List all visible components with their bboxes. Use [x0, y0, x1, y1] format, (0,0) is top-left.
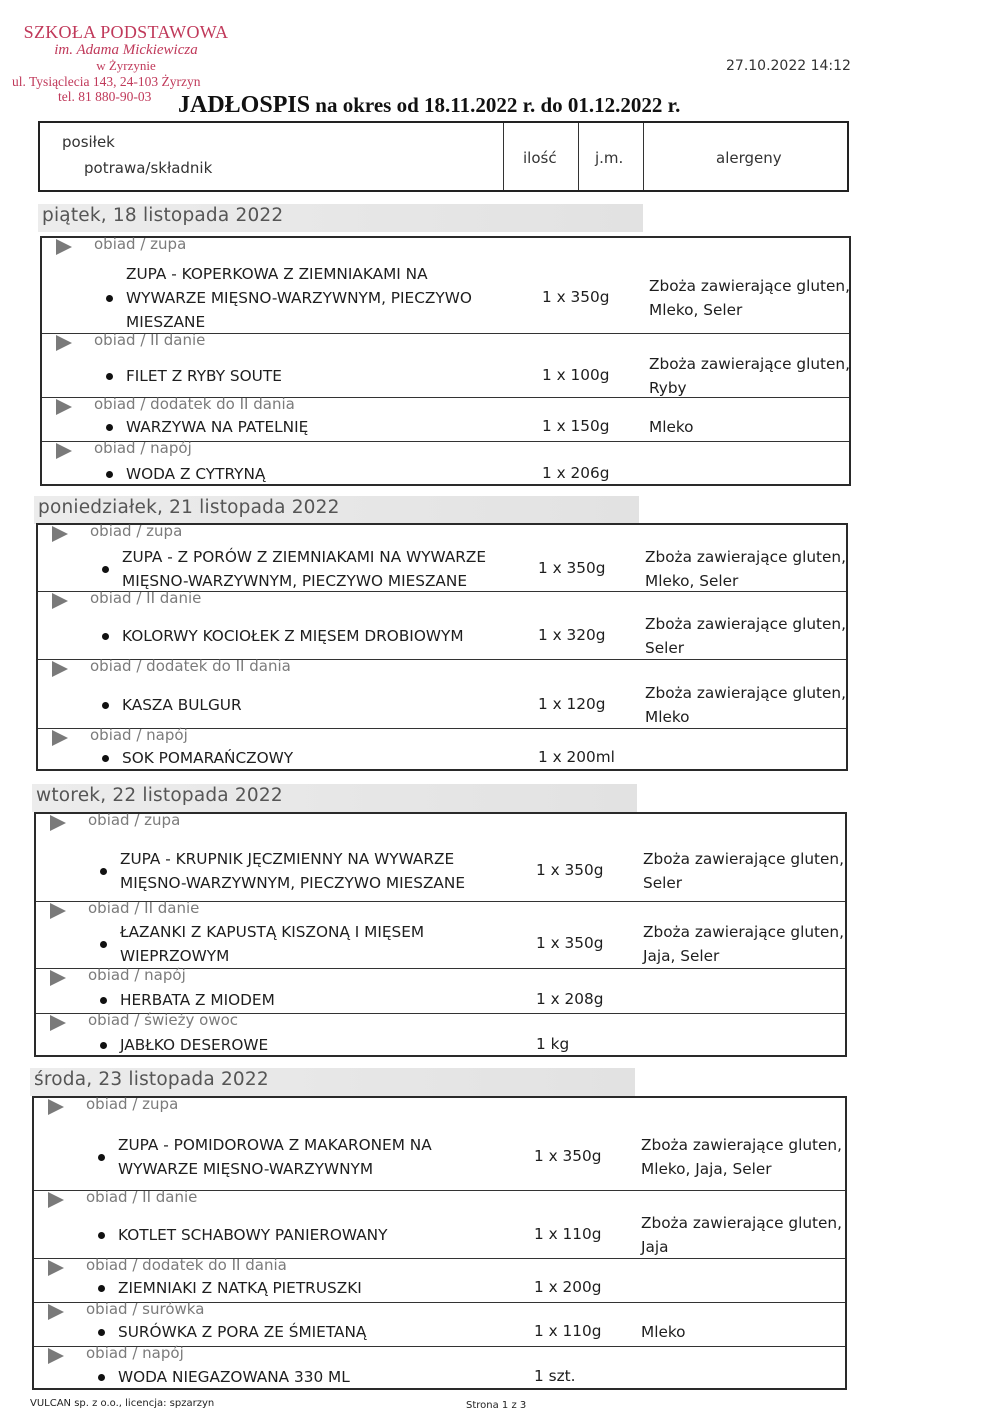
allergens — [645, 612, 846, 660]
bullet-icon — [106, 295, 113, 302]
quantity: 1 x 100g — [542, 366, 610, 384]
allergen-line: Mleko — [649, 418, 694, 436]
allergen-line: Jaja — [641, 1238, 669, 1256]
header-meal: posiłek — [62, 133, 115, 151]
bullet-icon — [106, 373, 113, 380]
meal-category: obiad / II danie — [94, 331, 206, 349]
triangle-marker-icon — [48, 1260, 64, 1276]
meal-category: obiad / napój — [94, 439, 192, 457]
quantity: 1 x 110g — [534, 1225, 602, 1243]
title-rest: na okres od 18.11.2022 r. do 01.12.2022 r. — [310, 93, 681, 117]
dish-line: WODA Z CYTRYNĄ — [126, 465, 266, 483]
triangle-marker-icon — [50, 970, 66, 986]
meal-category: obiad / II danie — [86, 1188, 198, 1206]
day-label: wtorek, 22 listopada 2022 — [36, 785, 283, 806]
bullet-icon — [100, 941, 107, 948]
dish-line: ZUPA - KOPERKOWA Z ZIEMNIAKAMI NA — [126, 265, 428, 283]
allergen-line: Mleko — [645, 707, 690, 726]
dish-name — [126, 415, 308, 439]
triangle-marker-icon — [52, 730, 68, 746]
dish-line: WIEPRZOWYM — [120, 947, 230, 965]
day-label: piątek, 18 listopada 2022 — [42, 205, 284, 226]
header-divider — [578, 123, 579, 190]
allergen-line: Zboża zawierające gluten, — [645, 615, 846, 633]
header-divider — [503, 123, 504, 190]
meal-category: obiad / II danie — [90, 589, 202, 607]
dish-name — [118, 1276, 362, 1300]
day-block — [36, 523, 848, 771]
bullet-icon — [102, 566, 109, 573]
allergen-line: Seler — [645, 639, 685, 657]
allergen-line: Mleko, Seler — [649, 301, 743, 319]
bullet-icon — [100, 1042, 107, 1049]
bullet-icon — [98, 1374, 105, 1381]
allergen-line: Jaja, Seler — [643, 947, 720, 965]
dish-line: WYWARZE MIĘSNO-WARZYWNYM — [118, 1159, 374, 1178]
triangle-marker-icon — [50, 1015, 66, 1031]
allergen-line: Zboża zawierające gluten, — [649, 355, 850, 373]
bullet-icon — [98, 1285, 105, 1292]
quantity: 1 x 150g — [542, 417, 610, 435]
quantity: 1 x 350g — [538, 559, 606, 577]
quantity: 1 x 200ml — [538, 748, 615, 766]
quantity: 1 x 350g — [536, 934, 604, 952]
day-block — [40, 236, 851, 486]
dish-name — [126, 262, 472, 334]
stamp-line-1: SZKOŁA PODSTAWOWA — [23, 22, 229, 42]
title-main: JADŁOSPIS — [178, 92, 311, 118]
meal-category: obiad / świeży owoc — [88, 1011, 239, 1029]
allergens — [641, 1133, 842, 1181]
allergens — [641, 1211, 842, 1259]
header-dish: potrawa/składnik — [84, 159, 213, 177]
dish-name — [120, 988, 275, 1012]
bullet-icon — [102, 755, 109, 762]
stamp-line-3: w Żyrzynie — [96, 57, 156, 73]
meal-category: obiad / napój — [90, 726, 188, 744]
dish-name — [120, 847, 465, 895]
triangle-marker-icon — [50, 903, 66, 919]
allergen-line: Ryby — [649, 379, 687, 397]
footer-page: Strona 1 z 3 — [466, 1400, 527, 1411]
allergen-line: Zboża zawierające gluten, — [643, 850, 844, 868]
dish-line: KASZA BULGUR — [122, 695, 242, 714]
stamp-line-2: im. Adama Mickiewicza — [54, 42, 198, 59]
bullet-icon — [100, 868, 107, 875]
quantity: 1 x 120g — [538, 694, 606, 713]
bullet-icon — [106, 424, 113, 431]
meal-category: obiad / zupa — [94, 235, 187, 253]
allergen-line: Zboża zawierające gluten, — [645, 548, 846, 566]
dish-name — [118, 1133, 432, 1181]
allergen-line: Mleko, Jaja, Seler — [641, 1159, 772, 1178]
meal-category: obiad / napój — [88, 966, 186, 984]
dish-line: MIĘSNO-WARZYWNYM, PIECZYWO MIESZANE — [122, 572, 468, 590]
dish-line: WODA NIEGAZOWANA 330 ML — [118, 1367, 350, 1386]
dish-name — [120, 920, 424, 968]
allergens — [649, 274, 850, 322]
dish-line: SOK POMARAŃCZOWY — [122, 749, 294, 767]
day-block — [34, 812, 847, 1057]
bullet-icon — [100, 997, 107, 1004]
triangle-marker-icon — [48, 1348, 64, 1364]
meal-category: obiad / dodatek do II dania — [90, 657, 291, 675]
bullet-icon — [106, 471, 113, 478]
triangle-marker-icon — [52, 593, 68, 609]
day-label: środa, 23 listopada 2022 — [34, 1069, 269, 1090]
triangle-marker-icon — [52, 661, 68, 677]
allergens — [643, 847, 844, 895]
meal-category: obiad / napój — [86, 1344, 184, 1362]
dish-name — [118, 1365, 350, 1389]
dish-line: ZUPA - POMIDOROWA Z MAKARONEM NA — [118, 1135, 432, 1154]
dish-line: KOTLET SCHABOWY PANIEROWANY — [118, 1226, 388, 1244]
triangle-marker-icon — [56, 239, 72, 255]
bullet-icon — [102, 633, 109, 640]
triangle-marker-icon — [48, 1304, 64, 1320]
triangle-marker-icon — [56, 399, 72, 415]
stamp-line-5: tel. 81 880-90-03 — [58, 88, 152, 104]
meal-category: obiad / surówka — [86, 1300, 205, 1318]
dish-line: JABŁKO DESEROWE — [120, 1035, 269, 1054]
quantity: 1 x 350g — [534, 1146, 602, 1165]
allergen-line: Zboża zawierające gluten, — [649, 277, 850, 295]
allergen-line: Zboża zawierające gluten, — [641, 1135, 842, 1154]
quantity: 1 x 208g — [536, 989, 604, 1008]
dish-name — [118, 1320, 366, 1344]
dish-name — [120, 1033, 268, 1057]
stamp-line-4: ul. Tysiąclecia 143, 24-103 Żyrzyn — [12, 73, 201, 89]
allergens — [649, 415, 694, 439]
bullet-icon — [98, 1154, 105, 1161]
meal-category: obiad / dodatek do II dania — [86, 1256, 287, 1274]
dish-line: HERBATA Z MIODEM — [120, 990, 275, 1009]
allergen-line: Seler — [643, 874, 683, 892]
print-timestamp: 27.10.2022 14:12 — [726, 58, 851, 74]
allergen-line: Zboża zawierające gluten, — [641, 1214, 842, 1232]
meal-category: obiad / dodatek do II dania — [94, 395, 295, 413]
dish-name — [126, 462, 265, 486]
dish-name — [122, 624, 464, 648]
meal-category: obiad / zupa — [86, 1095, 179, 1113]
dish-name — [126, 364, 282, 388]
dish-line: SURÓWKA Z PORA ZE ŚMIETANĄ — [118, 1323, 367, 1341]
dish-name — [118, 1223, 387, 1247]
document-title — [178, 92, 680, 119]
dish-line: ŁAZANKI Z KAPUSTĄ KISZONĄ I MIĘSEM — [120, 923, 425, 941]
allergen-line: Mleko — [641, 1323, 686, 1341]
allergens — [645, 545, 846, 593]
quantity: 1 x 206g — [542, 464, 610, 482]
meal-category: obiad / zupa — [88, 811, 181, 829]
allergen-line: Mleko, Seler — [645, 572, 739, 590]
dish-name — [122, 545, 486, 593]
dish-line: ZUPA - KRUPNIK JĘCZMIENNY NA WYWARZE — [120, 850, 455, 868]
header-allergens: alergeny — [716, 149, 782, 167]
quantity: 1 x 320g — [538, 626, 606, 644]
meal-category: obiad / zupa — [90, 522, 183, 540]
quantity: 1 x 350g — [536, 861, 604, 879]
triangle-marker-icon — [48, 1192, 64, 1208]
allergens — [649, 352, 850, 400]
quantity: 1 x 200g — [534, 1278, 602, 1296]
dish-line: FILET Z RYBY SOUTE — [126, 367, 282, 385]
header-unit: j.m. — [595, 149, 624, 167]
table-header — [38, 121, 849, 192]
quantity: 1 x 350g — [542, 288, 610, 306]
quantity: 1 kg — [536, 1034, 570, 1053]
dish-line: WYWARZE MIĘSNO-WARZYWNYM, PIECZYWO — [126, 289, 472, 307]
triangle-marker-icon — [52, 526, 68, 542]
quantity: 1 szt. — [534, 1366, 576, 1385]
dish-line: MIESZANE — [126, 313, 206, 331]
dish-line: ZIEMNIAKI Z NATKĄ PIETRUSZKI — [118, 1279, 362, 1297]
dish-line: WARZYWA NA PATELNIĘ — [126, 418, 309, 436]
dish-name — [122, 693, 242, 717]
meal-category: obiad / II danie — [88, 899, 200, 917]
bullet-icon — [102, 702, 109, 709]
dish-name — [122, 746, 293, 770]
allergens — [641, 1320, 686, 1344]
triangle-marker-icon — [50, 815, 66, 831]
allergen-line: Zboża zawierające gluten, — [643, 923, 844, 941]
dish-line: ZUPA - Z PORÓW Z ZIEMNIAKAMI NA WYWARZE — [122, 548, 487, 566]
bullet-icon — [98, 1329, 105, 1336]
triangle-marker-icon — [56, 335, 72, 351]
dish-line: KOLORWY KOCIOŁEK Z MIĘSEM DROBIOWYM — [122, 627, 464, 645]
header-divider — [643, 123, 644, 190]
triangle-marker-icon — [56, 443, 72, 459]
quantity: 1 x 110g — [534, 1322, 602, 1340]
header-qty: ilość — [523, 149, 557, 167]
bullet-icon — [98, 1232, 105, 1239]
allergen-line: Zboża zawierające gluten, — [645, 683, 846, 702]
day-label: poniedziałek, 21 listopada 2022 — [38, 497, 340, 518]
day-block — [32, 1096, 847, 1390]
footer-license: VULCAN sp. z o.o., licencja: spzarzyn — [30, 1398, 215, 1409]
dish-line: MIĘSNO-WARZYWNYM, PIECZYWO MIESZANE — [120, 874, 466, 892]
allergens — [645, 681, 846, 729]
allergens — [643, 920, 844, 968]
triangle-marker-icon — [48, 1099, 64, 1115]
